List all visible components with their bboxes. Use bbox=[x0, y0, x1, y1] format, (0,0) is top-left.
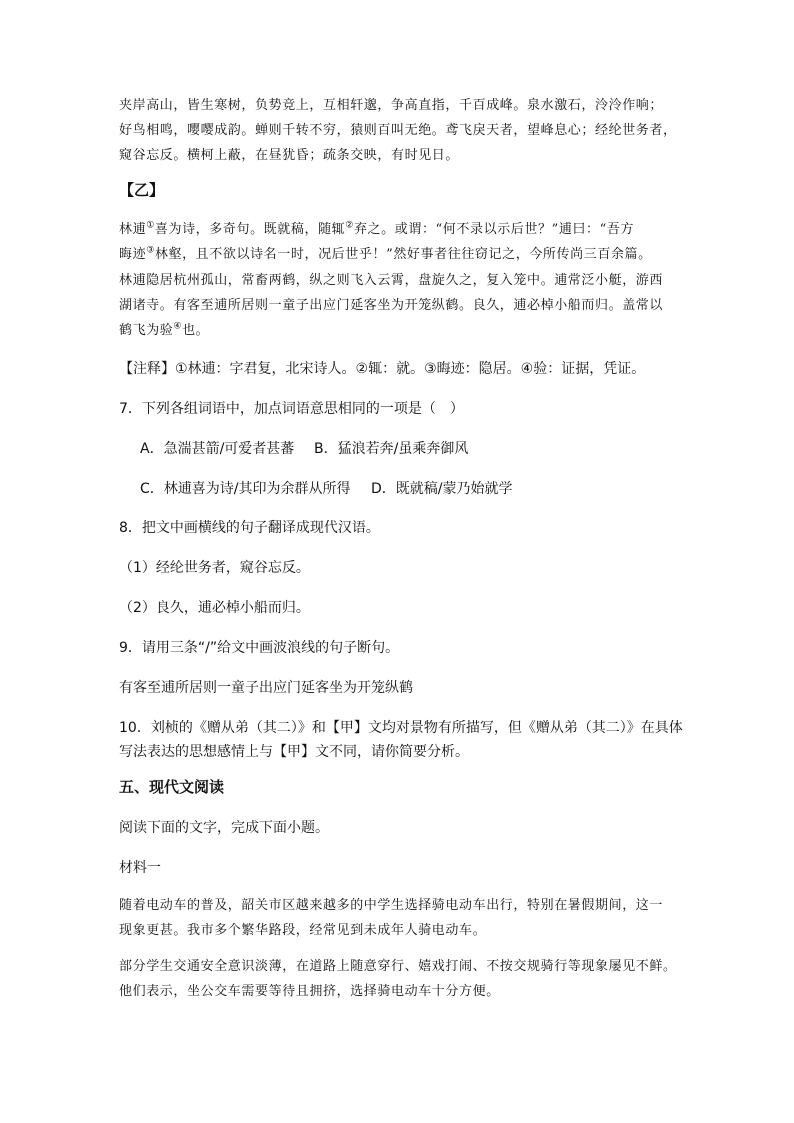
material-1-label: 材料一 bbox=[119, 860, 161, 876]
question-7-option-a: A．急湍甚箭/可爱者甚蕃 bbox=[140, 441, 295, 457]
question-8-item-1: （1）经纶世务者，窥谷忘反。 bbox=[119, 560, 310, 576]
question-7-stem: 7．下列各组词语中，加点词语意思相同的一项是（ ） bbox=[119, 401, 464, 417]
yi-paragraph-2 bbox=[119, 268, 679, 343]
text-run: 晦迹 bbox=[119, 247, 147, 262]
yi-line bbox=[119, 217, 679, 242]
material-line: 他们表示，坐公交车需要等待且拥挤，选择骑电动车十分方便。 bbox=[119, 984, 500, 999]
material-1-paragraph-2 bbox=[119, 954, 679, 1004]
yi-line: 林逋隐居杭州孤山，常畜两鹤，纵之则飞入云霄，盘旋久之，复入笼中。逋常泛小艇，游西 bbox=[119, 273, 664, 288]
text-run: 弃之。或谓：“何不录以示后世？”逋曰：“吾方 bbox=[353, 222, 635, 237]
note-marker: ④ bbox=[173, 321, 183, 332]
jia-line: 好鸟相鸣，嘤嘤成韵。蝉则千转不穷，猿则百叫无绝。鸢飞戾天者，望峰息心；经纶世务者， bbox=[119, 123, 677, 138]
text-run: 林壑，且不欲以诗名一时，况后世乎！”然好事者往往窃记之，今所传尚三百余篇。 bbox=[154, 247, 652, 262]
jia-line: 窥谷忘反。横柯上蔽，在昼犹昏；疏条交映，有时见日。 bbox=[119, 148, 460, 163]
question-7-option-b: B．猛浪若奔/虽乘奔御风 bbox=[314, 441, 469, 457]
yi-line: 湖诸寺。有客至逋所居则一童子出应门延客坐为开笼纵鹤。良久，逋必棹小船而归。盖常以 bbox=[119, 298, 664, 313]
notes: 【注释】①林逋：字君复，北宋诗人。②辄：就。③晦迹：隐居。④验：证据，凭证。 bbox=[119, 361, 646, 377]
yi-line bbox=[119, 318, 679, 343]
question-8-stem: 8．把文中画横线的句子翻译成现代汉语。 bbox=[119, 520, 380, 536]
jia-line: 夹岸高山，皆生寒树，负势竞上，互相轩邈，争高直指，千百成峰。泉水激石，泠泠作响； bbox=[119, 98, 664, 113]
question-10-line: 10．刘桢的《赠从弟（其二）》和【甲】文均对景物有所描写，但《赠从弟（其二）》在具体 bbox=[119, 720, 683, 736]
question-10-line: 写法表达的思想感情上与【甲】文不同，请你简要分析。 bbox=[119, 744, 469, 760]
question-7-option-d: D．既就稿/蒙乃始就学 bbox=[371, 481, 513, 497]
note-marker: ③ bbox=[146, 245, 155, 256]
material-line: 现象更甚。我市多个繁华路段，经常见到未成年人骑电动车。 bbox=[119, 923, 487, 938]
note-marker: ① bbox=[146, 220, 155, 231]
material-line: 部分学生交通安全意识淡薄，在道路上随意穿行、嬉戏打闹、不按交规骑行等现象屡见不鲜。 bbox=[119, 959, 677, 974]
yi-heading: 【乙】 bbox=[119, 181, 165, 199]
material-line: 随着电动车的普及，韶关市区越来越多的中学生选择骑电动车出行，特别在暑假期间，这一 bbox=[119, 898, 664, 913]
jia-passage bbox=[119, 93, 679, 168]
question-9-stem: 9．请用三条“/”给文中画波浪线的句子断句。 bbox=[119, 640, 400, 656]
question-7-option-c: C．林逋喜为诗/其印为余群从所得 bbox=[140, 481, 351, 497]
text-run: 林逋 bbox=[119, 222, 147, 237]
note-marker: ② bbox=[345, 220, 354, 231]
material-1-paragraph-1 bbox=[119, 893, 679, 943]
yi-line bbox=[119, 242, 679, 267]
text-run: 喜为诗，多奇句。既就稿，随辄 bbox=[154, 222, 346, 237]
question-8-item-2: （2）良久，逋必棹小船而归。 bbox=[119, 600, 310, 616]
text-run: 也。 bbox=[182, 323, 210, 338]
yi-paragraph-1 bbox=[119, 217, 679, 267]
section-5-instruction: 阅读下面的文字，完成下面小题。 bbox=[119, 820, 329, 836]
question-9-sentence: 有客至逋所居则一童子出应门延客坐为开笼纵鹤 bbox=[119, 680, 413, 696]
question-10-stem bbox=[119, 716, 683, 764]
section-5-heading: 五、现代文阅读 bbox=[119, 778, 225, 796]
text-run: 鹤飞为验 bbox=[119, 323, 174, 338]
